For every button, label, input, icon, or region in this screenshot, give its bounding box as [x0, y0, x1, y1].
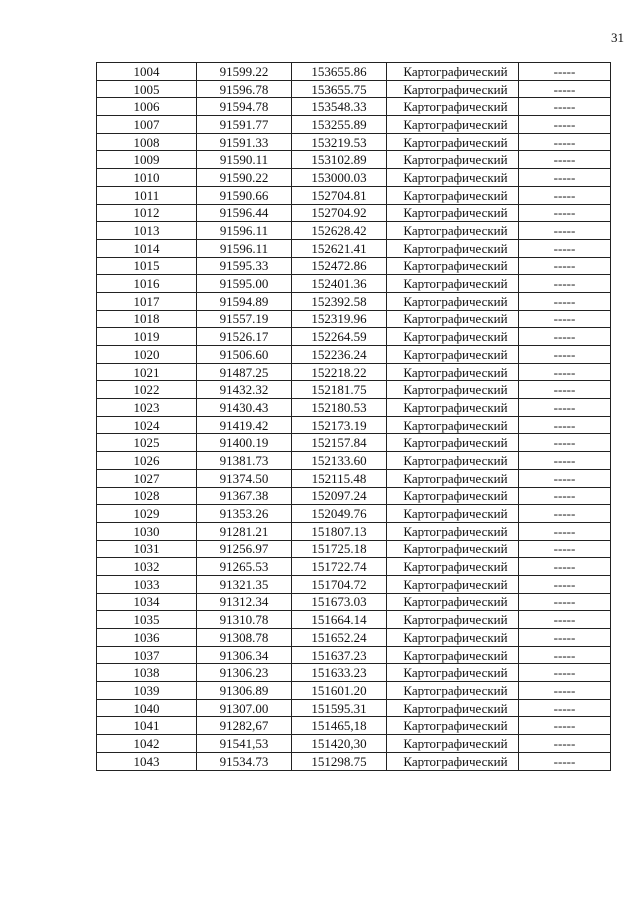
- y-coordinate-cell: 152392.58: [292, 292, 387, 310]
- table-row: [97, 611, 611, 629]
- y-coordinate-cell: 151298.75: [292, 752, 387, 770]
- x-coordinate-cell: 91594.89: [197, 292, 292, 310]
- point-number-cell: 1033: [97, 575, 197, 593]
- table-row: [97, 469, 611, 487]
- x-coordinate-cell: 91541,53: [197, 735, 292, 753]
- point-number-cell: 1038: [97, 664, 197, 682]
- table-row: [97, 222, 611, 240]
- method-cell: Картографический: [387, 558, 519, 576]
- point-number-cell: 1040: [97, 699, 197, 717]
- note-cell: -----: [519, 186, 611, 204]
- x-coordinate-cell: 91306.34: [197, 646, 292, 664]
- table-row: [97, 558, 611, 576]
- table-row: [97, 717, 611, 735]
- x-coordinate-cell: 91282,67: [197, 717, 292, 735]
- point-number-cell: 1034: [97, 593, 197, 611]
- method-cell: Картографический: [387, 629, 519, 647]
- x-coordinate-cell: 91256.97: [197, 540, 292, 558]
- method-cell: Картографический: [387, 416, 519, 434]
- table-row: [97, 664, 611, 682]
- y-coordinate-cell: 151595.31: [292, 699, 387, 717]
- x-coordinate-cell: 91374.50: [197, 469, 292, 487]
- method-cell: Картографический: [387, 611, 519, 629]
- x-coordinate-cell: 91526.17: [197, 328, 292, 346]
- table-row: [97, 328, 611, 346]
- page-number: 31: [611, 30, 624, 45]
- table-row: [97, 505, 611, 523]
- table-row: [97, 629, 611, 647]
- point-number-cell: 1037: [97, 646, 197, 664]
- note-cell: -----: [519, 452, 611, 470]
- x-coordinate-cell: 91308.78: [197, 629, 292, 647]
- note-cell: -----: [519, 575, 611, 593]
- method-cell: Картографический: [387, 646, 519, 664]
- x-coordinate-cell: 91557.19: [197, 310, 292, 328]
- y-coordinate-cell: 151725.18: [292, 540, 387, 558]
- x-coordinate-cell: 91590.11: [197, 151, 292, 169]
- point-number-cell: 1015: [97, 257, 197, 275]
- note-cell: -----: [519, 80, 611, 98]
- point-number-cell: 1010: [97, 169, 197, 187]
- table-row: [97, 257, 611, 275]
- y-coordinate-cell: 153655.86: [292, 63, 387, 81]
- y-coordinate-cell: 151420,30: [292, 735, 387, 753]
- point-number-cell: 1036: [97, 629, 197, 647]
- note-cell: -----: [519, 682, 611, 700]
- method-cell: Картографический: [387, 275, 519, 293]
- y-coordinate-cell: 152264.59: [292, 328, 387, 346]
- x-coordinate-cell: 91381.73: [197, 452, 292, 470]
- point-number-cell: 1032: [97, 558, 197, 576]
- y-coordinate-cell: 152181.75: [292, 381, 387, 399]
- y-coordinate-cell: 152401.36: [292, 275, 387, 293]
- y-coordinate-cell: 152236.24: [292, 346, 387, 364]
- table-row: [97, 98, 611, 116]
- note-cell: -----: [519, 133, 611, 151]
- y-coordinate-cell: 151722.74: [292, 558, 387, 576]
- y-coordinate-cell: 152621.41: [292, 239, 387, 257]
- y-coordinate-cell: 152097.24: [292, 487, 387, 505]
- note-cell: -----: [519, 699, 611, 717]
- table-row: [97, 292, 611, 310]
- x-coordinate-cell: 91506.60: [197, 346, 292, 364]
- method-cell: Картографический: [387, 257, 519, 275]
- method-cell: Картографический: [387, 699, 519, 717]
- method-cell: Картографический: [387, 346, 519, 364]
- method-cell: Картографический: [387, 682, 519, 700]
- x-coordinate-cell: 91594.78: [197, 98, 292, 116]
- table-row: [97, 699, 611, 717]
- method-cell: Картографический: [387, 452, 519, 470]
- x-coordinate-cell: 91591.33: [197, 133, 292, 151]
- table-row: [97, 381, 611, 399]
- y-coordinate-cell: 151633.23: [292, 664, 387, 682]
- method-cell: Картографический: [387, 239, 519, 257]
- note-cell: -----: [519, 416, 611, 434]
- x-coordinate-cell: 91596.44: [197, 204, 292, 222]
- table-row: [97, 80, 611, 98]
- point-number-cell: 1014: [97, 239, 197, 257]
- note-cell: -----: [519, 611, 611, 629]
- x-coordinate-cell: 91265.53: [197, 558, 292, 576]
- y-coordinate-cell: 152133.60: [292, 452, 387, 470]
- x-coordinate-cell: 91596.78: [197, 80, 292, 98]
- method-cell: Картографический: [387, 328, 519, 346]
- method-cell: Картографический: [387, 151, 519, 169]
- table-row: [97, 151, 611, 169]
- y-coordinate-cell: 151807.13: [292, 522, 387, 540]
- x-coordinate-cell: 91599.22: [197, 63, 292, 81]
- method-cell: Картографический: [387, 575, 519, 593]
- method-cell: Картографический: [387, 186, 519, 204]
- table-row: [97, 239, 611, 257]
- table-row: [97, 752, 611, 770]
- note-cell: -----: [519, 558, 611, 576]
- method-cell: Картографический: [387, 169, 519, 187]
- note-cell: -----: [519, 204, 611, 222]
- x-coordinate-cell: 91353.26: [197, 505, 292, 523]
- method-cell: Картографический: [387, 717, 519, 735]
- table-row: [97, 735, 611, 753]
- method-cell: Картографический: [387, 487, 519, 505]
- y-coordinate-cell: 152319.96: [292, 310, 387, 328]
- y-coordinate-cell: 152704.81: [292, 186, 387, 204]
- note-cell: -----: [519, 346, 611, 364]
- note-cell: -----: [519, 505, 611, 523]
- y-coordinate-cell: 152049.76: [292, 505, 387, 523]
- x-coordinate-cell: 91590.66: [197, 186, 292, 204]
- x-coordinate-cell: 91591.77: [197, 116, 292, 134]
- x-coordinate-cell: 91534.73: [197, 752, 292, 770]
- y-coordinate-cell: 153219.53: [292, 133, 387, 151]
- method-cell: Картографический: [387, 381, 519, 399]
- note-cell: -----: [519, 399, 611, 417]
- y-coordinate-cell: 153548.33: [292, 98, 387, 116]
- table-row: [97, 575, 611, 593]
- point-number-cell: 1013: [97, 222, 197, 240]
- table-row: [97, 186, 611, 204]
- x-coordinate-cell: 91367.38: [197, 487, 292, 505]
- table-row: [97, 416, 611, 434]
- table-row: [97, 310, 611, 328]
- point-number-cell: 1035: [97, 611, 197, 629]
- point-number-cell: 1024: [97, 416, 197, 434]
- x-coordinate-cell: 91321.35: [197, 575, 292, 593]
- y-coordinate-cell: 151673.03: [292, 593, 387, 611]
- table-row: [97, 363, 611, 381]
- method-cell: Картографический: [387, 98, 519, 116]
- point-number-cell: 1020: [97, 346, 197, 364]
- coordinates-table-body: [97, 63, 611, 771]
- point-number-cell: 1041: [97, 717, 197, 735]
- x-coordinate-cell: 91430.43: [197, 399, 292, 417]
- x-coordinate-cell: 91306.23: [197, 664, 292, 682]
- note-cell: -----: [519, 151, 611, 169]
- method-cell: Картографический: [387, 363, 519, 381]
- method-cell: Картографический: [387, 522, 519, 540]
- y-coordinate-cell: 151601.20: [292, 682, 387, 700]
- point-number-cell: 1006: [97, 98, 197, 116]
- x-coordinate-cell: 91596.11: [197, 222, 292, 240]
- y-coordinate-cell: 151704.72: [292, 575, 387, 593]
- point-number-cell: 1018: [97, 310, 197, 328]
- point-number-cell: 1026: [97, 452, 197, 470]
- y-coordinate-cell: 152704.92: [292, 204, 387, 222]
- point-number-cell: 1005: [97, 80, 197, 98]
- note-cell: -----: [519, 275, 611, 293]
- table-row: [97, 682, 611, 700]
- table-row: [97, 275, 611, 293]
- method-cell: Картографический: [387, 664, 519, 682]
- method-cell: Картографический: [387, 204, 519, 222]
- method-cell: Картографический: [387, 399, 519, 417]
- point-number-cell: 1030: [97, 522, 197, 540]
- table-row: [97, 204, 611, 222]
- method-cell: Картографический: [387, 63, 519, 81]
- x-coordinate-cell: 91432.32: [197, 381, 292, 399]
- table-row: [97, 540, 611, 558]
- method-cell: Картографический: [387, 735, 519, 753]
- note-cell: -----: [519, 239, 611, 257]
- point-number-cell: 1009: [97, 151, 197, 169]
- x-coordinate-cell: 91595.33: [197, 257, 292, 275]
- x-coordinate-cell: 91487.25: [197, 363, 292, 381]
- note-cell: -----: [519, 593, 611, 611]
- point-number-cell: 1025: [97, 434, 197, 452]
- note-cell: -----: [519, 434, 611, 452]
- point-number-cell: 1008: [97, 133, 197, 151]
- table-row: [97, 434, 611, 452]
- y-coordinate-cell: 151652.24: [292, 629, 387, 647]
- point-number-cell: 1029: [97, 505, 197, 523]
- point-number-cell: 1011: [97, 186, 197, 204]
- note-cell: -----: [519, 116, 611, 134]
- point-number-cell: 1023: [97, 399, 197, 417]
- note-cell: -----: [519, 487, 611, 505]
- y-coordinate-cell: 151637.23: [292, 646, 387, 664]
- note-cell: -----: [519, 98, 611, 116]
- point-number-cell: 1021: [97, 363, 197, 381]
- note-cell: -----: [519, 522, 611, 540]
- point-number-cell: 1031: [97, 540, 197, 558]
- x-coordinate-cell: 91307.00: [197, 699, 292, 717]
- table-row: [97, 593, 611, 611]
- table-row: [97, 169, 611, 187]
- method-cell: Картографический: [387, 116, 519, 134]
- table-row: [97, 346, 611, 364]
- y-coordinate-cell: 152115.48: [292, 469, 387, 487]
- method-cell: Картографический: [387, 133, 519, 151]
- x-coordinate-cell: 91310.78: [197, 611, 292, 629]
- y-coordinate-cell: 152180.53: [292, 399, 387, 417]
- method-cell: Картографический: [387, 540, 519, 558]
- x-coordinate-cell: 91306.89: [197, 682, 292, 700]
- y-coordinate-cell: 152218.22: [292, 363, 387, 381]
- note-cell: -----: [519, 292, 611, 310]
- x-coordinate-cell: 91419.42: [197, 416, 292, 434]
- note-cell: -----: [519, 735, 611, 753]
- point-number-cell: 1017: [97, 292, 197, 310]
- table-row: [97, 399, 611, 417]
- note-cell: -----: [519, 363, 611, 381]
- point-number-cell: 1043: [97, 752, 197, 770]
- method-cell: Картографический: [387, 80, 519, 98]
- note-cell: -----: [519, 469, 611, 487]
- point-number-cell: 1007: [97, 116, 197, 134]
- y-coordinate-cell: 152628.42: [292, 222, 387, 240]
- method-cell: Картографический: [387, 752, 519, 770]
- point-number-cell: 1019: [97, 328, 197, 346]
- point-number-cell: 1012: [97, 204, 197, 222]
- table-row: [97, 133, 611, 151]
- note-cell: -----: [519, 222, 611, 240]
- point-number-cell: 1027: [97, 469, 197, 487]
- note-cell: -----: [519, 646, 611, 664]
- point-number-cell: 1022: [97, 381, 197, 399]
- method-cell: Картографический: [387, 469, 519, 487]
- note-cell: -----: [519, 752, 611, 770]
- y-coordinate-cell: 153255.89: [292, 116, 387, 134]
- x-coordinate-cell: 91400.19: [197, 434, 292, 452]
- method-cell: Картографический: [387, 292, 519, 310]
- point-number-cell: 1042: [97, 735, 197, 753]
- point-number-cell: 1016: [97, 275, 197, 293]
- point-number-cell: 1039: [97, 682, 197, 700]
- method-cell: Картографический: [387, 593, 519, 611]
- note-cell: -----: [519, 169, 611, 187]
- table-row: [97, 63, 611, 81]
- table-row: [97, 646, 611, 664]
- note-cell: -----: [519, 540, 611, 558]
- note-cell: -----: [519, 257, 611, 275]
- note-cell: -----: [519, 63, 611, 81]
- y-coordinate-cell: 152472.86: [292, 257, 387, 275]
- y-coordinate-cell: 153102.89: [292, 151, 387, 169]
- point-number-cell: 1004: [97, 63, 197, 81]
- note-cell: -----: [519, 664, 611, 682]
- x-coordinate-cell: 91281.21: [197, 522, 292, 540]
- table-row: [97, 487, 611, 505]
- table-row: [97, 116, 611, 134]
- coordinates-table: [96, 62, 611, 771]
- method-cell: Картографический: [387, 310, 519, 328]
- x-coordinate-cell: 91312.34: [197, 593, 292, 611]
- note-cell: -----: [519, 310, 611, 328]
- x-coordinate-cell: 91590.22: [197, 169, 292, 187]
- table-row: [97, 522, 611, 540]
- method-cell: Картографический: [387, 505, 519, 523]
- note-cell: -----: [519, 717, 611, 735]
- note-cell: -----: [519, 381, 611, 399]
- y-coordinate-cell: 152173.19: [292, 416, 387, 434]
- note-cell: -----: [519, 629, 611, 647]
- x-coordinate-cell: 91595.00: [197, 275, 292, 293]
- y-coordinate-cell: 151465,18: [292, 717, 387, 735]
- point-number-cell: 1028: [97, 487, 197, 505]
- method-cell: Картографический: [387, 222, 519, 240]
- method-cell: Картографический: [387, 434, 519, 452]
- table-row: [97, 452, 611, 470]
- y-coordinate-cell: 153655.75: [292, 80, 387, 98]
- y-coordinate-cell: 153000.03: [292, 169, 387, 187]
- note-cell: -----: [519, 328, 611, 346]
- x-coordinate-cell: 91596.11: [197, 239, 292, 257]
- y-coordinate-cell: 151664.14: [292, 611, 387, 629]
- y-coordinate-cell: 152157.84: [292, 434, 387, 452]
